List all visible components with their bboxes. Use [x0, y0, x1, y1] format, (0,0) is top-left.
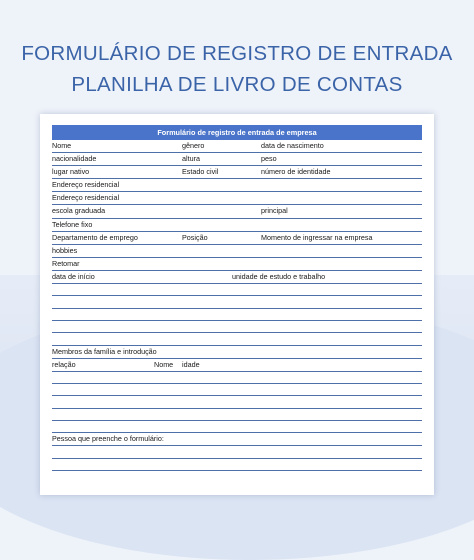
form-field-label: Estado civil — [182, 167, 219, 177]
form-row — [52, 359, 422, 372]
form-blank-row — [52, 409, 422, 421]
form-blank-row — [52, 321, 422, 333]
form-header: Formulário de registro de entrada de empresa — [52, 125, 422, 140]
form-blank-row — [52, 446, 422, 458]
form-field-label: idade — [182, 359, 200, 369]
form-field-label: gênero — [182, 141, 205, 150]
form-row — [52, 179, 422, 192]
form-row — [52, 271, 422, 284]
form-field-label: escola graduada — [52, 206, 106, 216]
form-blank-row — [52, 296, 422, 308]
form-field-label: Nome — [154, 359, 174, 369]
form-row — [52, 140, 422, 153]
form-blank-row — [52, 396, 422, 408]
form-field-label: lugar nativo — [52, 167, 90, 177]
form-blank-row — [52, 333, 422, 345]
form-field-label: Pessoa que preenche o formulário: — [52, 434, 164, 444]
form-field-label: Endereço residencial — [52, 193, 120, 203]
form-blank-row — [52, 459, 422, 471]
form-row — [52, 219, 422, 232]
form-field-label: Posição — [182, 232, 208, 242]
form-field-label: Nome — [52, 141, 72, 150]
title-line-2: PLANILHA DE LIVRO DE CONTAS — [71, 73, 403, 96]
form-field-label: Momento de ingressar na empresa — [261, 232, 373, 242]
form-field-label: relação — [52, 359, 76, 369]
form-field-label: principal — [261, 206, 288, 216]
form-field-label: unidade de estudo e trabalho — [232, 271, 326, 281]
form-row — [52, 433, 422, 446]
form-row — [52, 205, 422, 218]
form-row — [52, 258, 422, 271]
form-row — [52, 245, 422, 258]
page-title — [0, 38, 474, 100]
form-blank-row — [52, 309, 422, 321]
form-field-label: peso — [261, 154, 277, 164]
form-field-label: Retomar — [52, 258, 80, 268]
form-field-label: data de início — [52, 271, 95, 281]
form-field-label: hobbies — [52, 245, 78, 255]
form-field-label: Endereço residencial — [52, 180, 120, 190]
form-sheet — [40, 114, 434, 495]
form-row — [52, 232, 422, 245]
form-field-label: nacionalidade — [52, 154, 97, 164]
form-blank-row — [52, 421, 422, 433]
form-blank-row — [52, 384, 422, 396]
form-field-label: altura — [182, 154, 200, 164]
form-row — [52, 153, 422, 166]
form-blank-row — [52, 372, 422, 384]
form-blank-row — [52, 284, 422, 296]
form-row — [52, 166, 422, 179]
form-field-label: número de identidade — [261, 167, 331, 177]
form-row — [52, 192, 422, 205]
form-field-label: Telefone fixo — [52, 219, 93, 229]
form-row — [52, 346, 422, 359]
form-field-label: Departamento de emprego — [52, 232, 138, 242]
entry-form — [52, 125, 422, 471]
form-field-label: Membros da família e introdução — [52, 346, 157, 356]
title-line-1: FORMULÁRIO DE REGISTRO DE ENTRADA — [21, 42, 453, 65]
form-rows — [52, 140, 422, 471]
form-field-label: data de nascimento — [261, 141, 324, 150]
